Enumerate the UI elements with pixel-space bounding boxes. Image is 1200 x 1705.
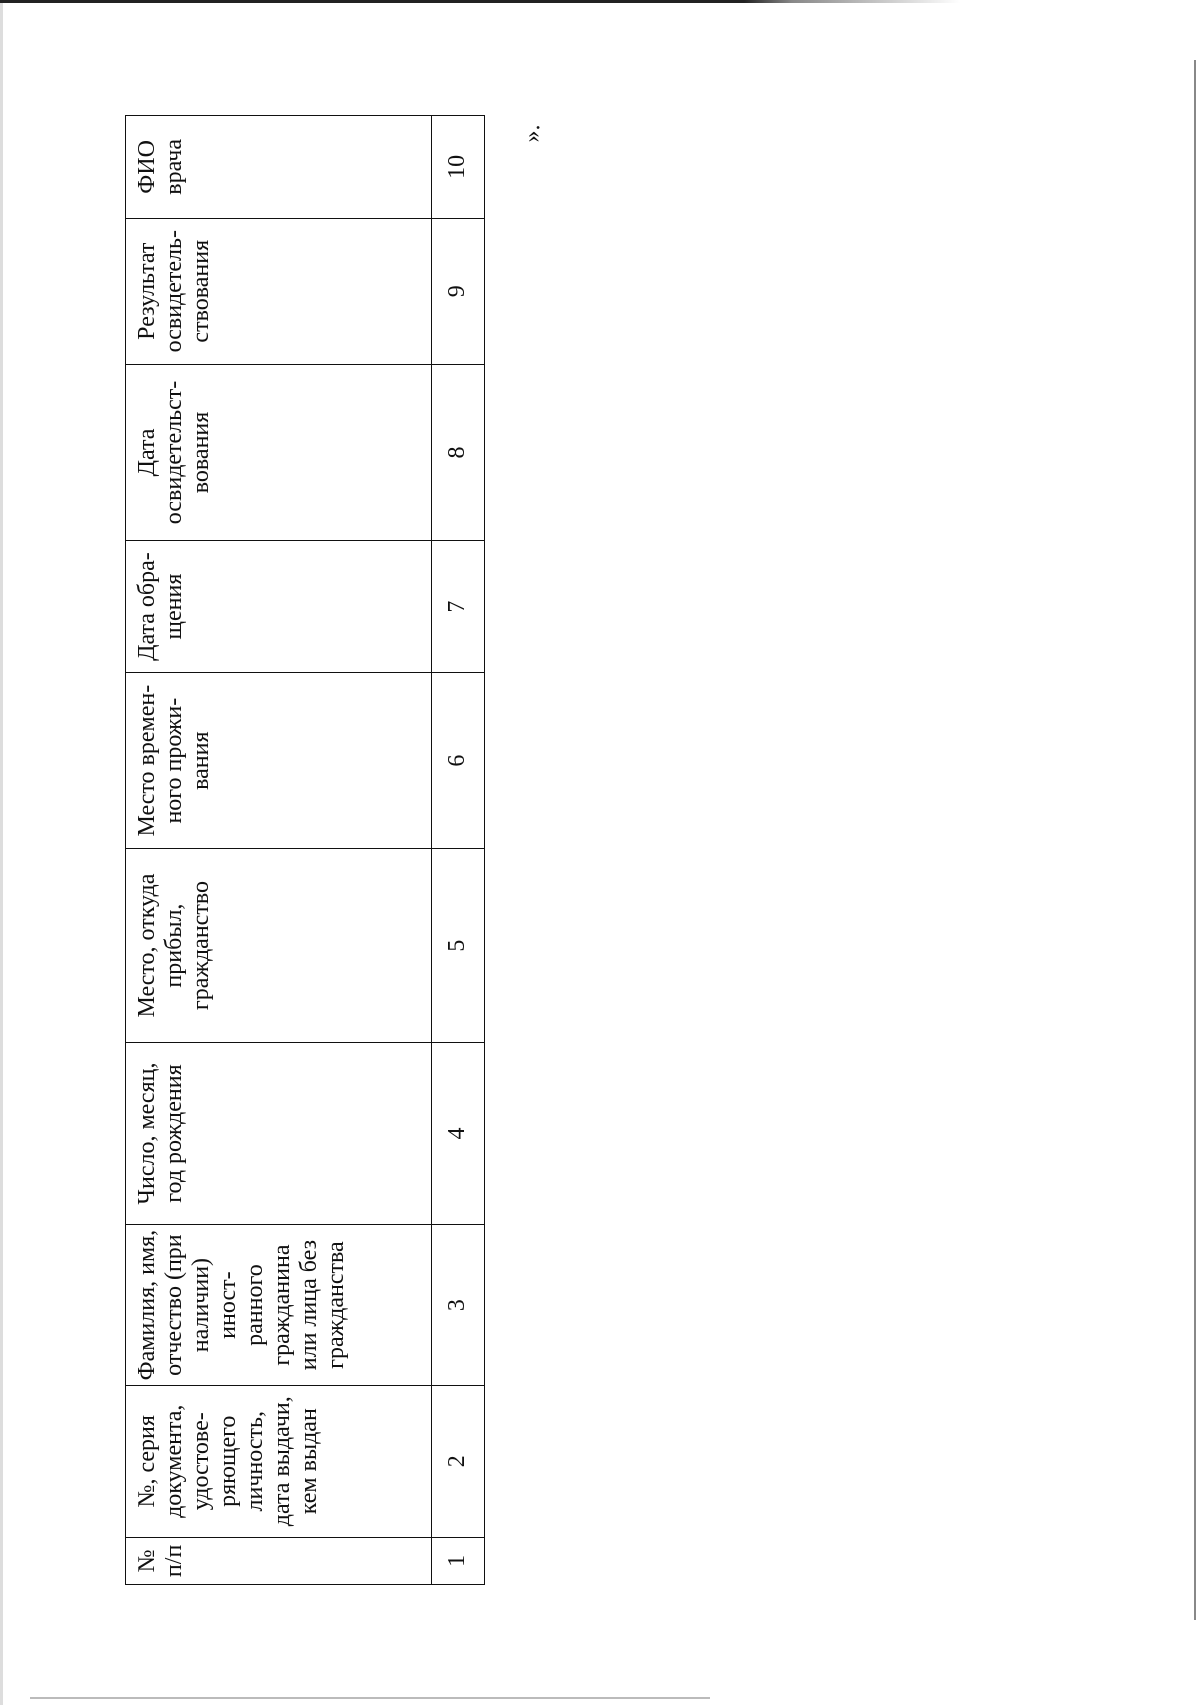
- header-cell-doctor: ФИО врача: [126, 116, 432, 219]
- header-cell-exam-result: Результат освидетель- ствования: [126, 218, 432, 364]
- register-table-rotated: [125, 115, 485, 1585]
- column-number: 2: [431, 1385, 484, 1537]
- scan-edge-right: [1194, 60, 1196, 1620]
- column-number: 6: [431, 672, 484, 849]
- closing-quote-mark: ».: [519, 124, 546, 143]
- scan-edge-left: [0, 0, 3, 1705]
- scan-edge-bottom: [30, 1697, 710, 1699]
- column-number: 7: [431, 541, 484, 672]
- column-number: 3: [431, 1225, 484, 1385]
- header-cell-exam-date: Дата освидетельст- вования: [126, 364, 432, 541]
- header-cell-full-name: Фамилия, имя, отчество (при наличии) иност- ранного гражданина или лица без гражданства: [126, 1225, 432, 1385]
- column-number: 10: [431, 116, 484, 219]
- header-cell-birth-date: Число, месяц, год рождения: [126, 1042, 432, 1225]
- header-row: [126, 116, 432, 1585]
- header-cell-request-date: Дата обра- щения: [126, 541, 432, 672]
- column-number: 1: [431, 1537, 484, 1584]
- column-number: 5: [431, 849, 484, 1042]
- column-number: 8: [431, 364, 484, 541]
- header-cell-origin: Место, откуда прибыл, гражданство: [126, 849, 432, 1042]
- column-number: 4: [431, 1042, 484, 1225]
- register-table: [125, 115, 485, 1585]
- column-number: 9: [431, 218, 484, 364]
- header-cell-residence: Место времен- ного прожи- вания: [126, 672, 432, 849]
- scan-edge-top: [0, 0, 1200, 3]
- header-cell-document: №, серия документа, удостове- ряющего личность, дата выдачи, кем выдан: [126, 1385, 432, 1537]
- header-cell-number: № п/п: [126, 1537, 432, 1584]
- column-number-row: [431, 116, 484, 1585]
